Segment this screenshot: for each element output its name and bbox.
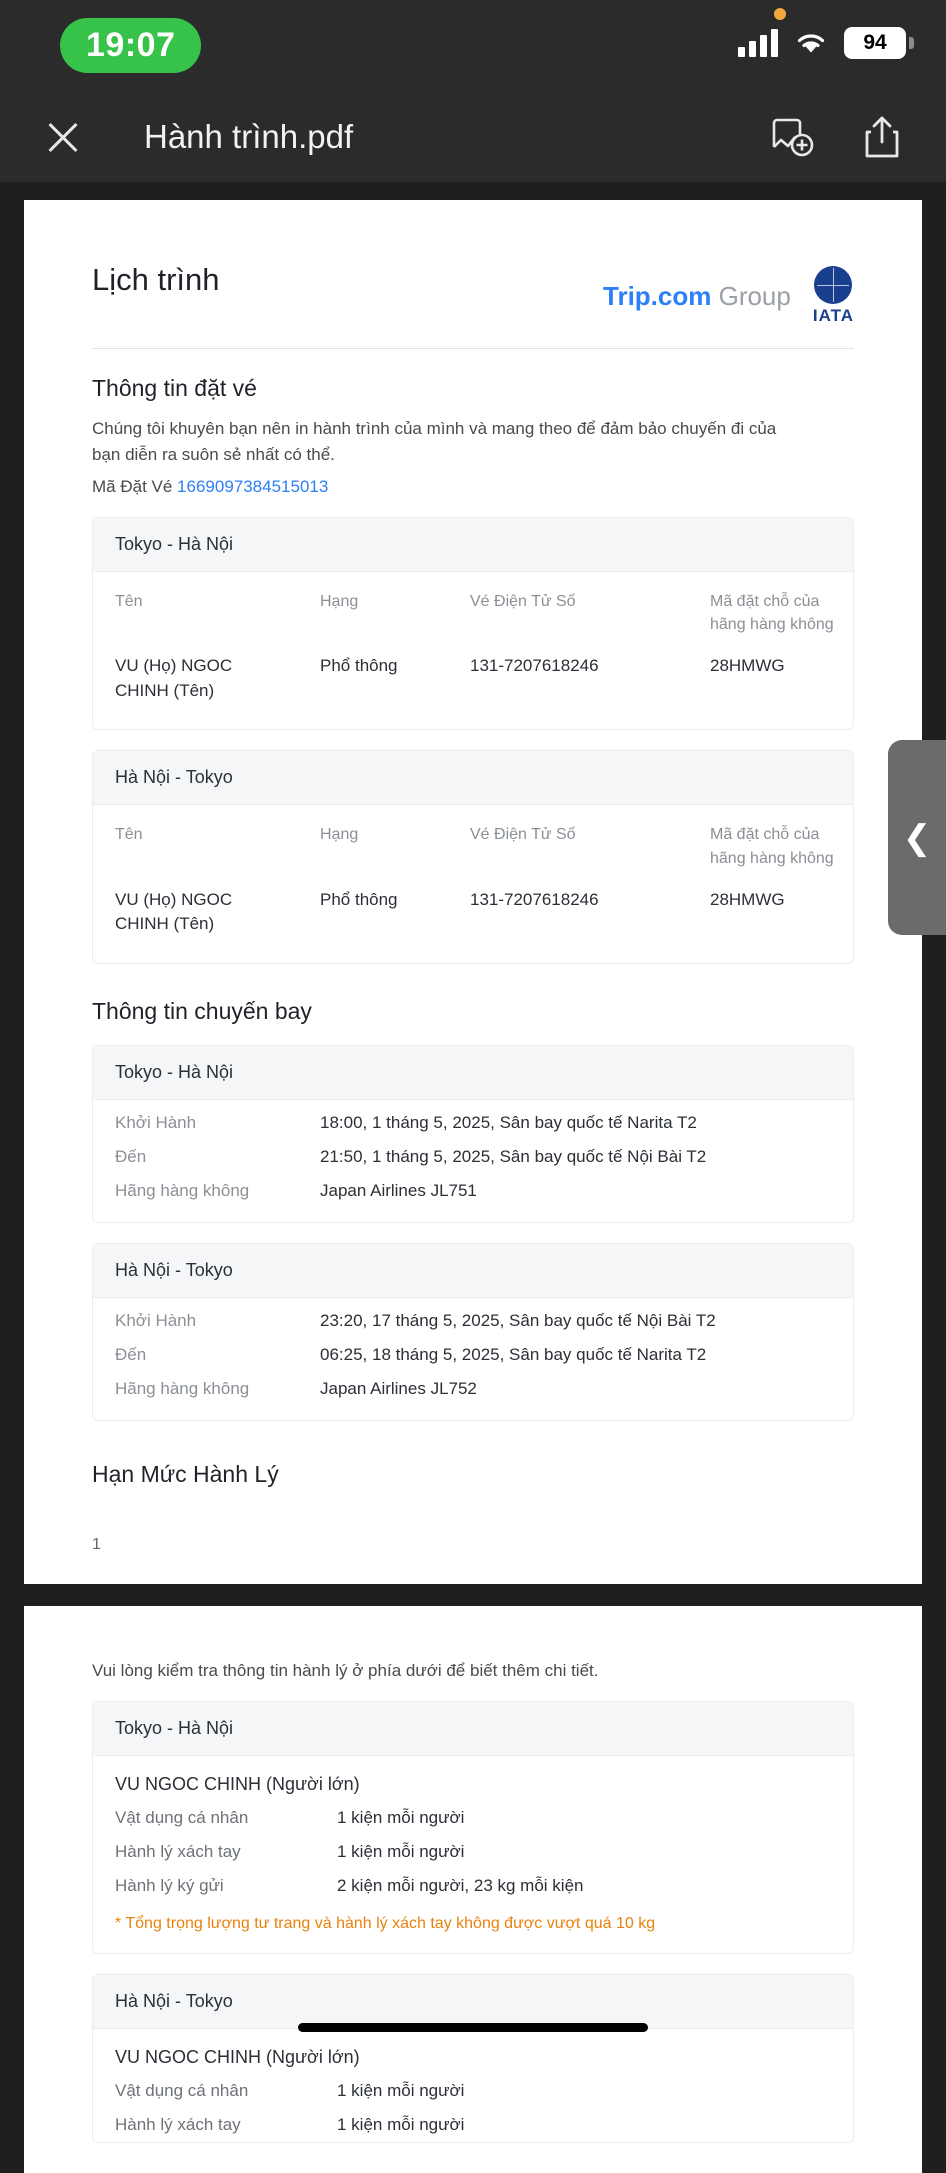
field-value: 1 kiện mỗi người [337,2115,465,2134]
iata-label: IATA [812,306,854,325]
td-name: VU (Họ) NGOC CHINH (Tên) [115,889,233,934]
td-pnr: 28HMWG [710,889,785,909]
td-eticket: 131-7207618246 [470,889,599,909]
status-icons [738,10,906,76]
passenger-name: VU NGOC CHINH (Người lớn) [115,2047,360,2067]
baggage-note: * Tổng trọng lượng tư trang và hành lý xách tay không được vượt quá 10 kg [115,1915,656,1932]
list-item [93,2074,853,2108]
flight-card-return [92,1243,854,1421]
passenger-table [93,805,853,963]
field-label: Vật dụng cá nhân [115,2081,249,2100]
td-eticket: 131-7207618246 [470,656,599,676]
flight-card-outbound [92,1045,854,1223]
share-icon[interactable] [862,113,906,161]
passenger-card-outbound [92,517,854,731]
th-pnr: Mã đặt chỗ của hãng hàng không [710,826,834,867]
route-label: Tokyo - Hà Nội [93,1046,853,1100]
field-label: Hành lý ký gửi [115,1876,224,1895]
th-pnr: Mã đặt chỗ của hãng hàng không [710,592,834,633]
table-header-row [93,805,853,879]
list-item [93,2108,853,2142]
table-row [93,880,853,963]
iata-logo [813,266,854,326]
tripcom-group: Group [718,280,791,311]
tripcom-name: Trip.com [603,280,712,311]
booking-code-row [92,477,854,497]
flight-detail-list [93,1100,853,1222]
route-label: Hà Nội - Tokyo [93,1244,853,1298]
field-value: 23:20, 17 tháng 5, 2025, Sân bay quốc tế Nội Bài T2 [320,1311,716,1330]
field-value: 1 kiện mỗi người [337,1808,465,1827]
booking-code-label: Mã Đặt Vé [92,476,173,496]
field-label: Đến [115,1345,147,1364]
field-label: Vật dụng cá nhân [115,1808,249,1827]
list-item [93,1801,853,1835]
globe-icon [814,266,852,304]
field-value: 18:00, 1 tháng 5, 2025, Sân bay quốc tế Narita T2 [320,1113,697,1132]
ticket-info-paragraph: Chúng tôi khuyên bạn nên in hành trình của mình và mang theo để đảm bảo chuyến đi của bạn diễn ra suôn sẻ nhất có thể. [92,419,777,465]
list-item [93,1372,853,1406]
passenger-card-return [92,750,854,964]
passenger-name: VU NGOC CHINH (Người lớn) [115,1774,360,1794]
baggage-heading: Hạn Mức Hành Lý [92,1461,279,1487]
list-item [93,1140,853,1174]
td-class: Phổ thông [320,656,398,676]
th-name: Tên [115,592,143,610]
field-value: Japan Airlines JL752 [320,1379,477,1398]
route-label: Tokyo - Hà Nội [93,518,853,572]
field-label: Hãng hàng không [115,1379,250,1398]
field-label: Khởi Hành [115,1311,197,1330]
page-title: Lịch trình [92,262,220,297]
markup-icon[interactable] [768,113,812,161]
th-class: Hạng [320,826,359,844]
th-class: Hạng [320,592,359,610]
ticket-info-heading: Thông tin đặt vé [92,375,257,401]
field-value: 1 kiện mỗi người [337,2081,465,2100]
chevron-glyph: ❮ [902,818,932,857]
td-class: Phổ thông [320,889,398,909]
field-value: Japan Airlines JL751 [320,1181,477,1200]
brand-logos [603,266,854,326]
battery-level: 94 [863,31,887,54]
list-item [93,1106,853,1140]
list-item [93,1835,853,1869]
field-label: Hành lý xách tay [115,1842,241,1861]
field-label: Đến [115,1147,147,1166]
field-label: Hành lý xách tay [115,2115,241,2134]
page-number: 1 [92,1536,101,1553]
field-value: 2 kiện mỗi người, 23 kg mỗi kiện [337,1876,584,1895]
flight-detail-list [93,1298,853,1420]
th-name: Tên [115,826,143,844]
pdf-page-1 [24,200,922,1584]
route-label: Tokyo - Hà Nội [93,1702,853,1756]
cellular-signal-icon [738,29,778,57]
flight-info-heading: Thông tin chuyến bay [92,998,312,1024]
pdf-page-2 [24,1606,922,2173]
home-indicator[interactable] [298,2023,648,2032]
field-value: 1 kiện mỗi người [337,1842,465,1861]
baggage-card-return [92,1974,854,2143]
field-value: 21:50, 1 tháng 5, 2025, Sân bay quốc tế Nội Bài T2 [320,1147,707,1166]
table-row [93,646,853,729]
baggage-card-outbound [92,1701,854,1954]
route-label: Hà Nội - Tokyo [93,1975,853,2029]
field-label: Khởi Hành [115,1113,197,1132]
tripcom-logo [603,281,791,312]
field-value: 06:25, 18 tháng 5, 2025, Sân bay quốc tế Narita T2 [320,1345,707,1364]
field-label: Hãng hàng không [115,1181,250,1200]
th-eticket: Vé Điện Tử Số [470,826,576,844]
battery-icon [844,27,906,59]
status-bar [0,0,946,92]
table-header-row [93,572,853,646]
route-label: Hà Nội - Tokyo [93,751,853,805]
close-icon[interactable] [40,115,84,159]
status-time: 19:07 [60,18,201,73]
list-item [93,1304,853,1338]
pdf-viewer[interactable] [0,182,946,2173]
list-item [93,1869,853,1903]
wifi-icon [794,30,828,56]
toolbar-actions [768,113,906,161]
list-item [93,1174,853,1208]
booking-code-value: 1669097384515013 [177,476,329,496]
list-item [93,1338,853,1372]
document-title: Hành trình.pdf [144,118,354,155]
baggage-intro: Vui lòng kiểm tra thông tin hành lý ở phía dưới để biết thêm chi tiết. [92,1661,599,1680]
chevron-left-icon[interactable] [888,740,946,935]
document-header [92,262,854,349]
document-toolbar [0,92,946,182]
th-eticket: Vé Điện Tử Số [470,592,576,610]
td-name: VU (Họ) NGOC CHINH (Tên) [115,656,233,700]
passenger-table [93,572,853,730]
td-pnr: 28HMWG [710,656,785,676]
